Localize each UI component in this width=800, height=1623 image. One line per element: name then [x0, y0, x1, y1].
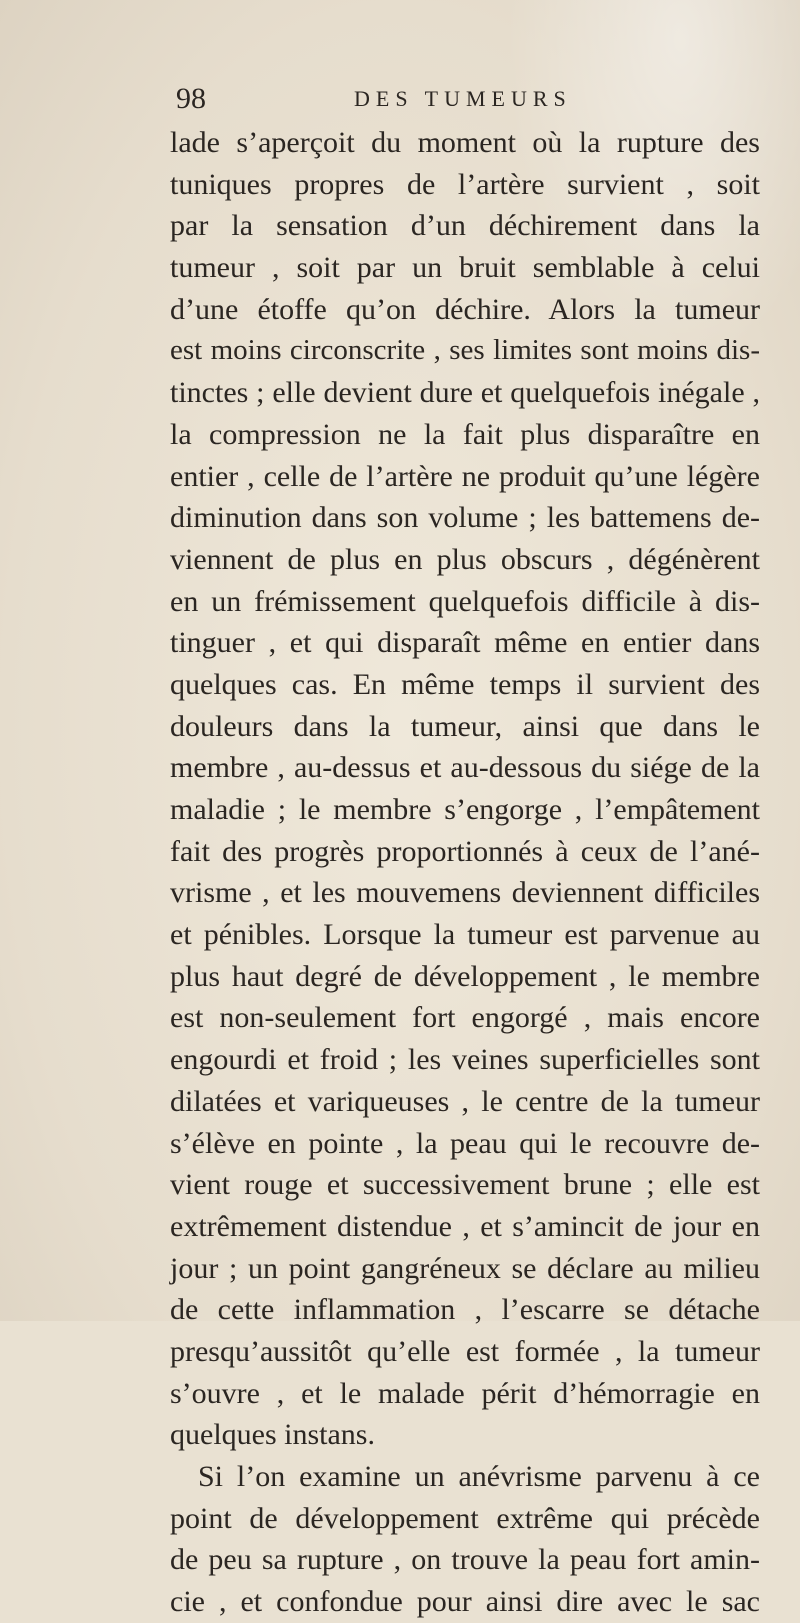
- text-line: lade s’aperçoit du moment où la rupture des: [170, 126, 760, 159]
- text-line: tinguer , et qui disparaît même en entier dans: [170, 626, 760, 660]
- text-line: jour ; un point gangréneux se déclare au milieu: [170, 1251, 760, 1285]
- text-line: tuniques propres de l’artère survient , soit: [170, 167, 760, 201]
- page-header: [176, 82, 736, 122]
- text-line: quelques cas. En même temps il survient des: [170, 667, 760, 701]
- text-line: extrêmement distendue , et s’amincit de jour en: [170, 1209, 760, 1243]
- text-line: et pénibles. Lorsque la tumeur est parvenue au: [170, 918, 760, 952]
- text-line: presqu’aussitôt qu’elle est formée , la tumeur: [170, 1334, 760, 1368]
- text-line: maladie ; le membre s’engorge , l’empâtement: [170, 793, 760, 826]
- body-text: [170, 122, 760, 1623]
- text-line: de peu sa rupture , on trouve la peau fort amin-: [170, 1543, 760, 1577]
- text-line: plus haut degré de développement , le membre: [170, 959, 760, 993]
- text-line: viennent de plus en plus obscurs , dégénèrent: [170, 542, 760, 576]
- text-line: point de développement extrême qui précède: [170, 1501, 760, 1535]
- text-line: membre , au-dessus et au-dessous du siége de la: [170, 751, 760, 785]
- text-line: engourdi et froid ; les veines superficielles sont: [170, 1043, 760, 1077]
- text-line: quelques instans.: [170, 1418, 375, 1452]
- text-line: douleurs dans la tumeur, ainsi que dans le: [170, 709, 760, 743]
- text-line: tinctes ; elle devient dure et quelquefois inégale ,: [170, 376, 760, 410]
- text-line: tumeur , soit par un bruit semblable à celui: [170, 251, 760, 285]
- text-line: s’ouvre , et le malade périt d’hémorragie en: [170, 1376, 760, 1410]
- text-line: la compression ne la fait plus disparaître en: [170, 417, 760, 451]
- text-line: de cette inflammation , l’escarre se détache: [170, 1293, 760, 1327]
- text-line: vrisme , et les mouvemens deviennent difficiles: [170, 876, 760, 910]
- text-line: est non-seulement fort engorgé , mais encore: [170, 1001, 760, 1035]
- text-line: est moins circonscrite , ses limites sont moins dis-: [170, 334, 760, 367]
- text-line: en un frémissement quelquefois difficile à dis-: [170, 584, 760, 618]
- text-line: s’élève en pointe , la peau qui le recouvre de-: [170, 1126, 760, 1160]
- text-line: par la sensation d’un déchirement dans la: [170, 209, 760, 243]
- text-line: entier , celle de l’artère ne produit qu’une légère: [170, 459, 760, 493]
- text-line: d’une étoffe qu’on déchire. Alors la tumeur: [170, 292, 760, 326]
- text-line: fait des progrès proportionnés à ceux de l’ané-: [170, 834, 760, 868]
- text-line: vient rouge et successivement brune ; elle est: [170, 1168, 760, 1202]
- text-line: diminution dans son volume ; les battemens de-: [170, 501, 760, 535]
- text-line: Si l’on examine un anévrisme parvenu à ce: [198, 1460, 760, 1493]
- text-line: dilatées et variqueuses , le centre de la tumeur: [170, 1084, 760, 1118]
- text-line: cie , et confondue pour ainsi dire avec le sac: [170, 1585, 760, 1619]
- running-head: DES TUMEURS: [354, 86, 572, 111]
- page-number: 98: [176, 82, 206, 115]
